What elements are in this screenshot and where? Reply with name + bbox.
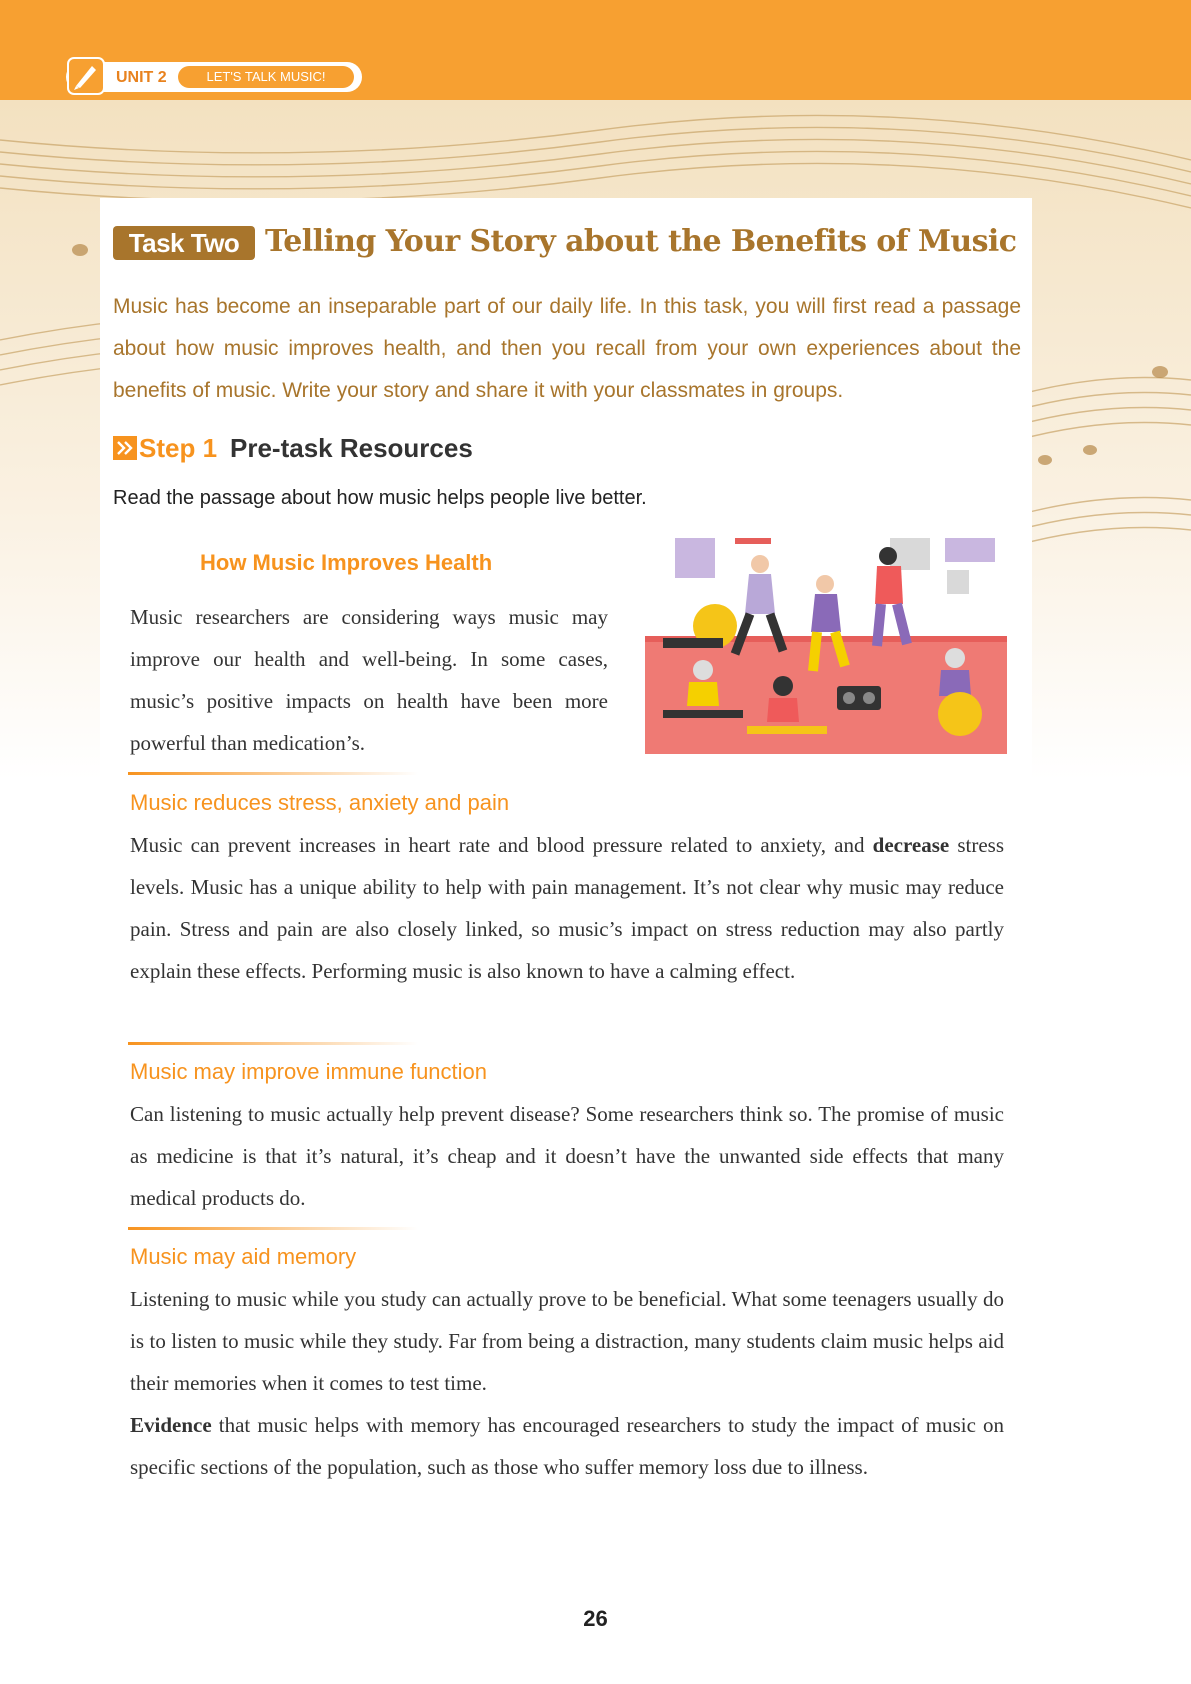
step-instruction: Read the passage about how music helps people live better. — [113, 487, 647, 509]
article-lead: Music researchers are considering ways music may improve our health and well-being. In some cases, music’s positive impacts on health have been more powerful than medication’s. — [130, 605, 608, 755]
section-heading: Music may improve immune function — [130, 1059, 488, 1084]
bold-keyword: Evidence — [130, 1413, 212, 1437]
pen-icon — [66, 56, 106, 96]
page-number: 26 — [583, 1606, 608, 1631]
exercise-illustration — [645, 536, 1007, 754]
unit-label: UNIT 2 — [116, 69, 167, 86]
unit-title: LET'S TALK MUSIC! — [178, 66, 354, 88]
step-label: Step 1 — [139, 433, 218, 463]
section-divider — [128, 1227, 418, 1230]
section-paragraph: Evidence that music helps with memory has encouraged researchers to study the impact of music on specific sections of the population, such as those who suffer memory loss due to illness. — [130, 1413, 1005, 1479]
article-title: How Music Improves Health — [200, 550, 493, 575]
section-paragraph: Listening to music while you study can actually prove to be beneficial. What some teenagers usually do is to listen to music while they study. Far from being a distraction, many students claim music helps aid their memories when it comes to test time. — [130, 1287, 1004, 1395]
section-paragraph: Can listening to music actually help prevent disease? Some researchers think so. The promise of music as medicine is that it’s natural, it’s cheap and it doesn’t have the unwanted side effects that many medical products do. — [130, 1102, 1004, 1210]
section-heading: Music reduces stress, anxiety and pain — [130, 790, 510, 815]
section-divider — [128, 772, 418, 775]
section-divider — [128, 1042, 418, 1045]
task-title: Telling Your Story about the Benefits of Music — [265, 224, 1017, 259]
task-intro: Music has become an inseparable part of our daily life. In this task, you will first read a passage about how music improves health, and then you recall from your own experiences about the benefits of music. Write your story and share it with your classmates in groups. — [113, 295, 1021, 402]
step-title: Pre-task Resources — [230, 433, 473, 463]
section-heading: Music may aid memory — [130, 1244, 357, 1269]
task-tag: Task Two — [113, 226, 255, 260]
double-chevron-icon — [113, 436, 137, 460]
section-paragraph: Music can prevent increases in heart rate and blood pressure related to anxiety, and decrease stress levels. Music has a unique ability to help with pain management. It’s not clear why music may reduce pain. Stress and pain are also closely linked, so music’s impact on stress reduction may also partly explain these effects. Performing music is also known to have a calming effect. — [130, 833, 1005, 983]
bold-keyword: decrease — [872, 833, 950, 857]
